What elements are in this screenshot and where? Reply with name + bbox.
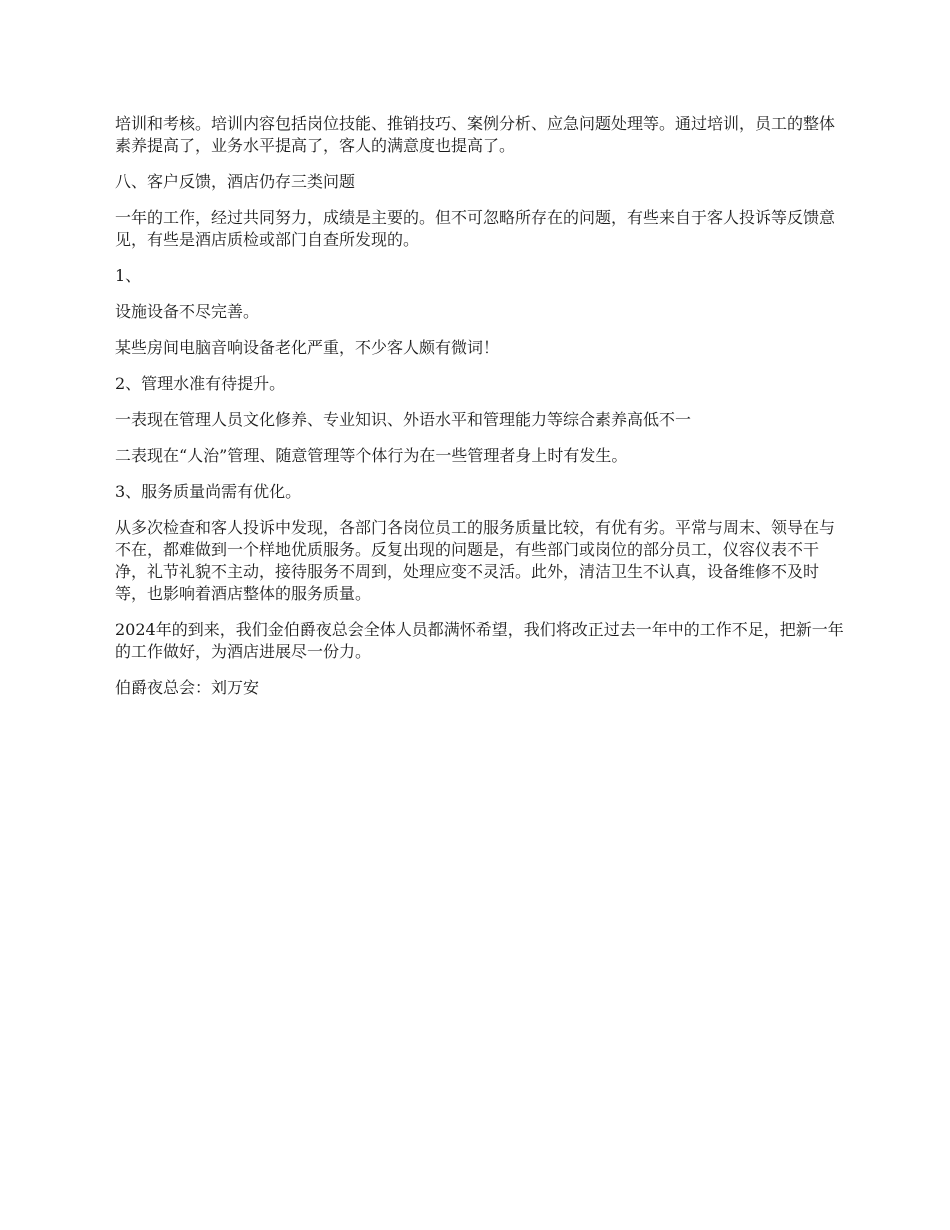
- issue-management-detail-2: 二表现在“人治”管理、随意管理等个体行为在一些管理者身上时有发生。: [115, 446, 628, 465]
- issue-service-detail: 从多次检查和客人投诉中发现，各部门各岗位员工的服务质量比较，有优有劣。平常与周末、领导在与不在，都难做到一个样地优质服务。反复出现的问题是，有些部门或岗位的部分员工，仪容仪表不干净，礼节礼貌不主动，接待服务不周到，处理应变不灵活。此外，清洁卫生不认真，设备维修不及时等，也影响着酒店整体的服务质量。: [115, 518, 836, 603]
- issue-management-detail-1: 一表现在管理人员文化修养、专业知识、外语水平和管理能力等综合素养高低不一: [115, 410, 692, 429]
- issue-management: 2、管理水准有待提升。: [115, 374, 286, 393]
- signature-line: 伯爵夜总会：刘万安: [115, 678, 260, 697]
- issue-facilities-detail: 某些房间电脑音响设备老化严重，不少客人颇有微词！: [115, 338, 500, 357]
- issue-service: 3、服务质量尚需有优化。: [115, 482, 302, 501]
- paragraph-training: 培训和考核。培训内容包括岗位技能、推销技巧、案例分析、应急问题处理等。通过培训，员工的整体素养提高了，业务水平提高了，客人的满意度也提高了。: [115, 114, 836, 155]
- document-body: [115, 113, 845, 713]
- section-heading-feedback: 八、客户反馈，酒店仍存三类问题: [115, 172, 356, 191]
- list-marker-1: 1、: [115, 266, 142, 285]
- issue-facilities: 设施设备不尽完善。: [115, 302, 260, 321]
- paragraph-summary: 一年的工作，经过共同努力，成绩是主要的。但不可忽略所存在的问题，有些来自于客人投诉等反馈意见，有些是酒店质检或部门自查所发现的。: [115, 208, 836, 249]
- paragraph-outlook: 2024年的到来，我们金伯爵夜总会全体人员都满怀希望，我们将改正过去一年中的工作不足，把新一年的工作做好，为酒店进展尽一份力。: [115, 620, 844, 661]
